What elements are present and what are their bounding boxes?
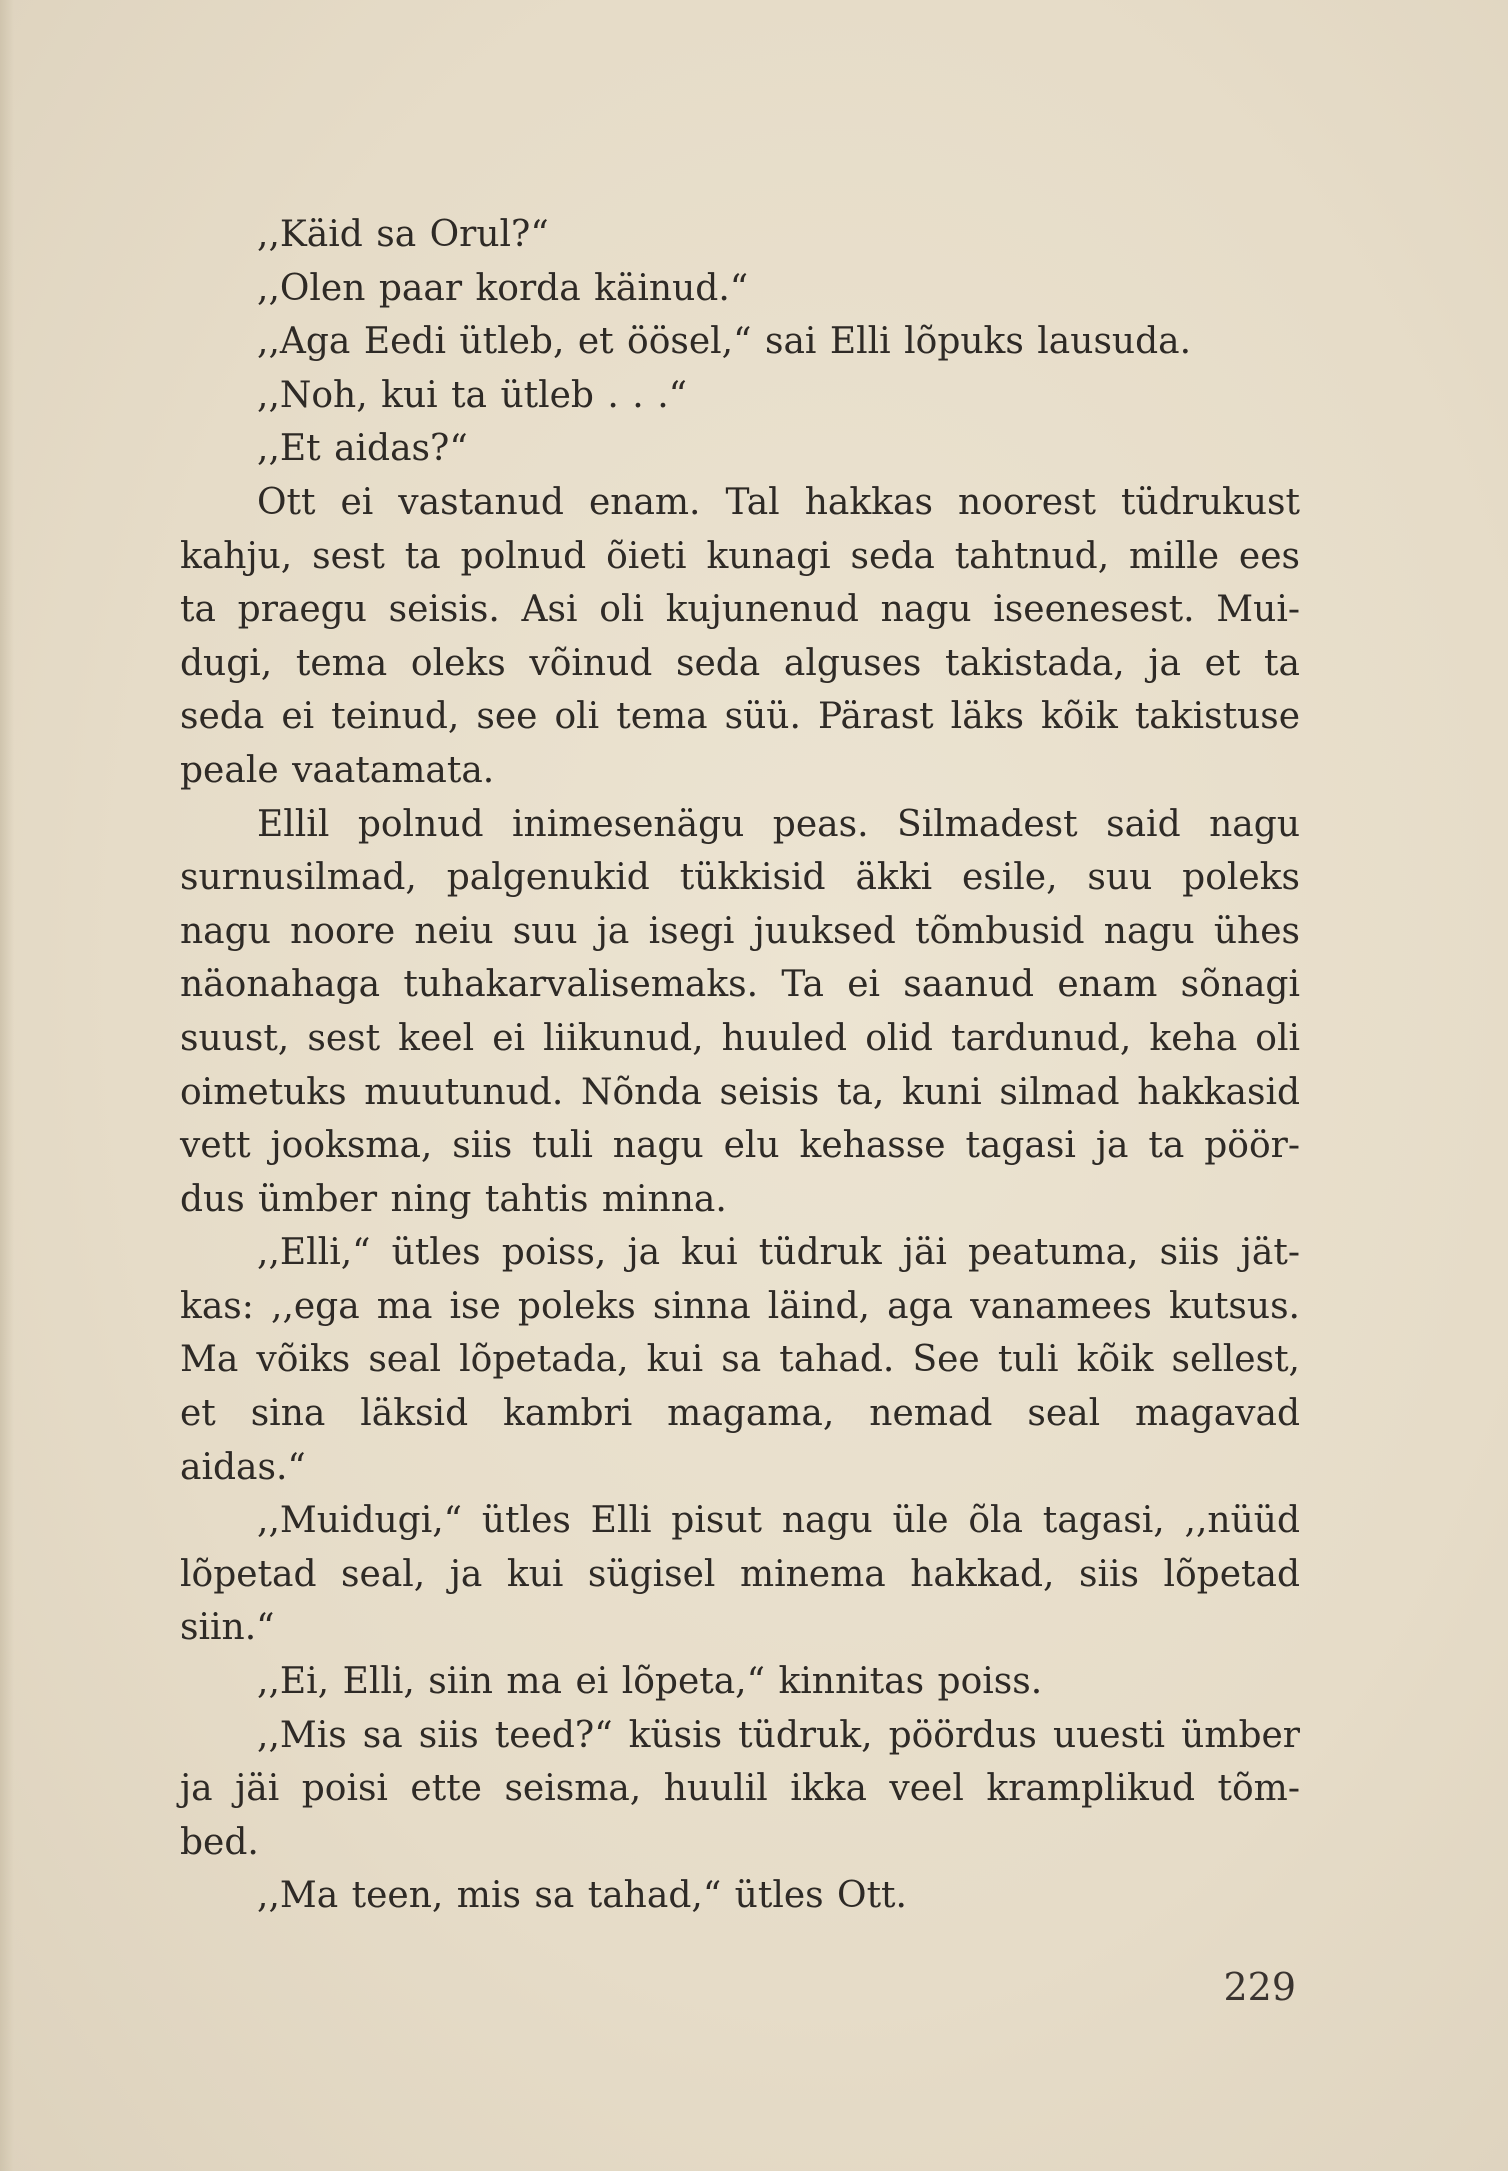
text-line: Ma võiks seal lõpetada, kui sa tahad. See tuli kõik sellest,: [180, 1339, 1300, 1381]
text-line: lõpetad seal, ja kui sügisel minema hakkad, siis lõpetad: [180, 1553, 1300, 1595]
text-line-paragraph-end: bed.: [180, 1821, 259, 1863]
text-line: näonahaga tuhakarvalisemaks. Ta ei saanud enam sõnagi: [180, 964, 1300, 1006]
text-line-dialogue: ,,Et aidas?“: [257, 428, 468, 470]
text-line: dugi, tema oleks võinud seda alguses takistada, ja et ta: [180, 642, 1300, 684]
text-line-dialogue: ,,Ma teen, mis sa tahad,“ ütles Ott.: [257, 1875, 907, 1917]
text-line: ta praegu seisis. Asi oli kujunenud nagu iseenesest. Mui-: [180, 589, 1300, 631]
text-line-paragraph-start: Ott ei vastanud enam. Tal hakkas noorest tüdrukust: [257, 481, 1300, 523]
text-line-paragraph-end: dus ümber ning tahtis minna.: [180, 1178, 727, 1220]
text-line-paragraph-start: ,,Mis sa siis teed?“ küsis tüdruk, pöördus uuesti ümber: [257, 1714, 1300, 1756]
text-line: seda ei teinud, see oli tema süü. Pärast läks kõik takistuse: [180, 696, 1300, 738]
text-line-dialogue: ,,Olen paar korda käinud.“: [257, 267, 749, 309]
text-line: vett jooksma, siis tuli nagu elu kehasse tagasi ja ta pöör-: [180, 1125, 1300, 1167]
text-line-dialogue: ,,Ei, Elli, siin ma ei lõpeta,“ kinnitas poiss.: [257, 1661, 1043, 1703]
text-line: kahju, sest ta polnud õieti kunagi seda tahtnud, mille ees: [180, 535, 1300, 577]
text-line: oimetuks muutunud. Nõnda seisis ta, kuni silmad hakkasid: [180, 1071, 1300, 1113]
text-line-paragraph-start: ,,Muidugi,“ ütles Elli pisut nagu üle õla tagasi, ,,nüüd: [257, 1500, 1300, 1542]
body-text: [180, 208, 1300, 1923]
page-number: 229: [1223, 1965, 1296, 2009]
text-line: surnusilmad, palgenukid tükkisid äkki esile, suu poleks: [180, 857, 1300, 899]
page-edge-shadow: [0, 0, 14, 2171]
text-line-dialogue: ,,Aga Eedi ütleb, et öösel,“ sai Elli lõpuks lausuda.: [257, 321, 1192, 363]
text-line-paragraph-end: siin.“: [180, 1607, 275, 1649]
text-line-paragraph-start: ,,Elli,“ ütles poiss, ja kui tüdruk jäi peatuma, siis jät-: [257, 1232, 1300, 1274]
text-line-dialogue: ,,Käid sa Orul?“: [257, 214, 549, 255]
text-line-dialogue: ,,Noh, kui ta ütleb . . .“: [257, 374, 688, 416]
text-line: et sina läksid kambri magama, nemad seal magavad: [180, 1393, 1300, 1435]
text-line: kas: ,,ega ma ise poleks sinna läind, aga vanamees kutsus.: [180, 1285, 1300, 1327]
text-line-paragraph-end: peale vaatamata.: [180, 749, 495, 791]
text-line: suust, sest keel ei liikunud, huuled olid tardunud, keha oli: [180, 1017, 1300, 1059]
text-line: ja jäi poisi ette seisma, huulil ikka veel kramplikud tõm-: [180, 1768, 1300, 1810]
text-line-paragraph-end: aidas.“: [180, 1446, 306, 1488]
text-line: nagu noore neiu suu ja isegi juuksed tõmbusid nagu ühes: [180, 910, 1300, 952]
text-line-paragraph-start: Ellil polnud inimesenägu peas. Silmadest said nagu: [257, 803, 1300, 845]
